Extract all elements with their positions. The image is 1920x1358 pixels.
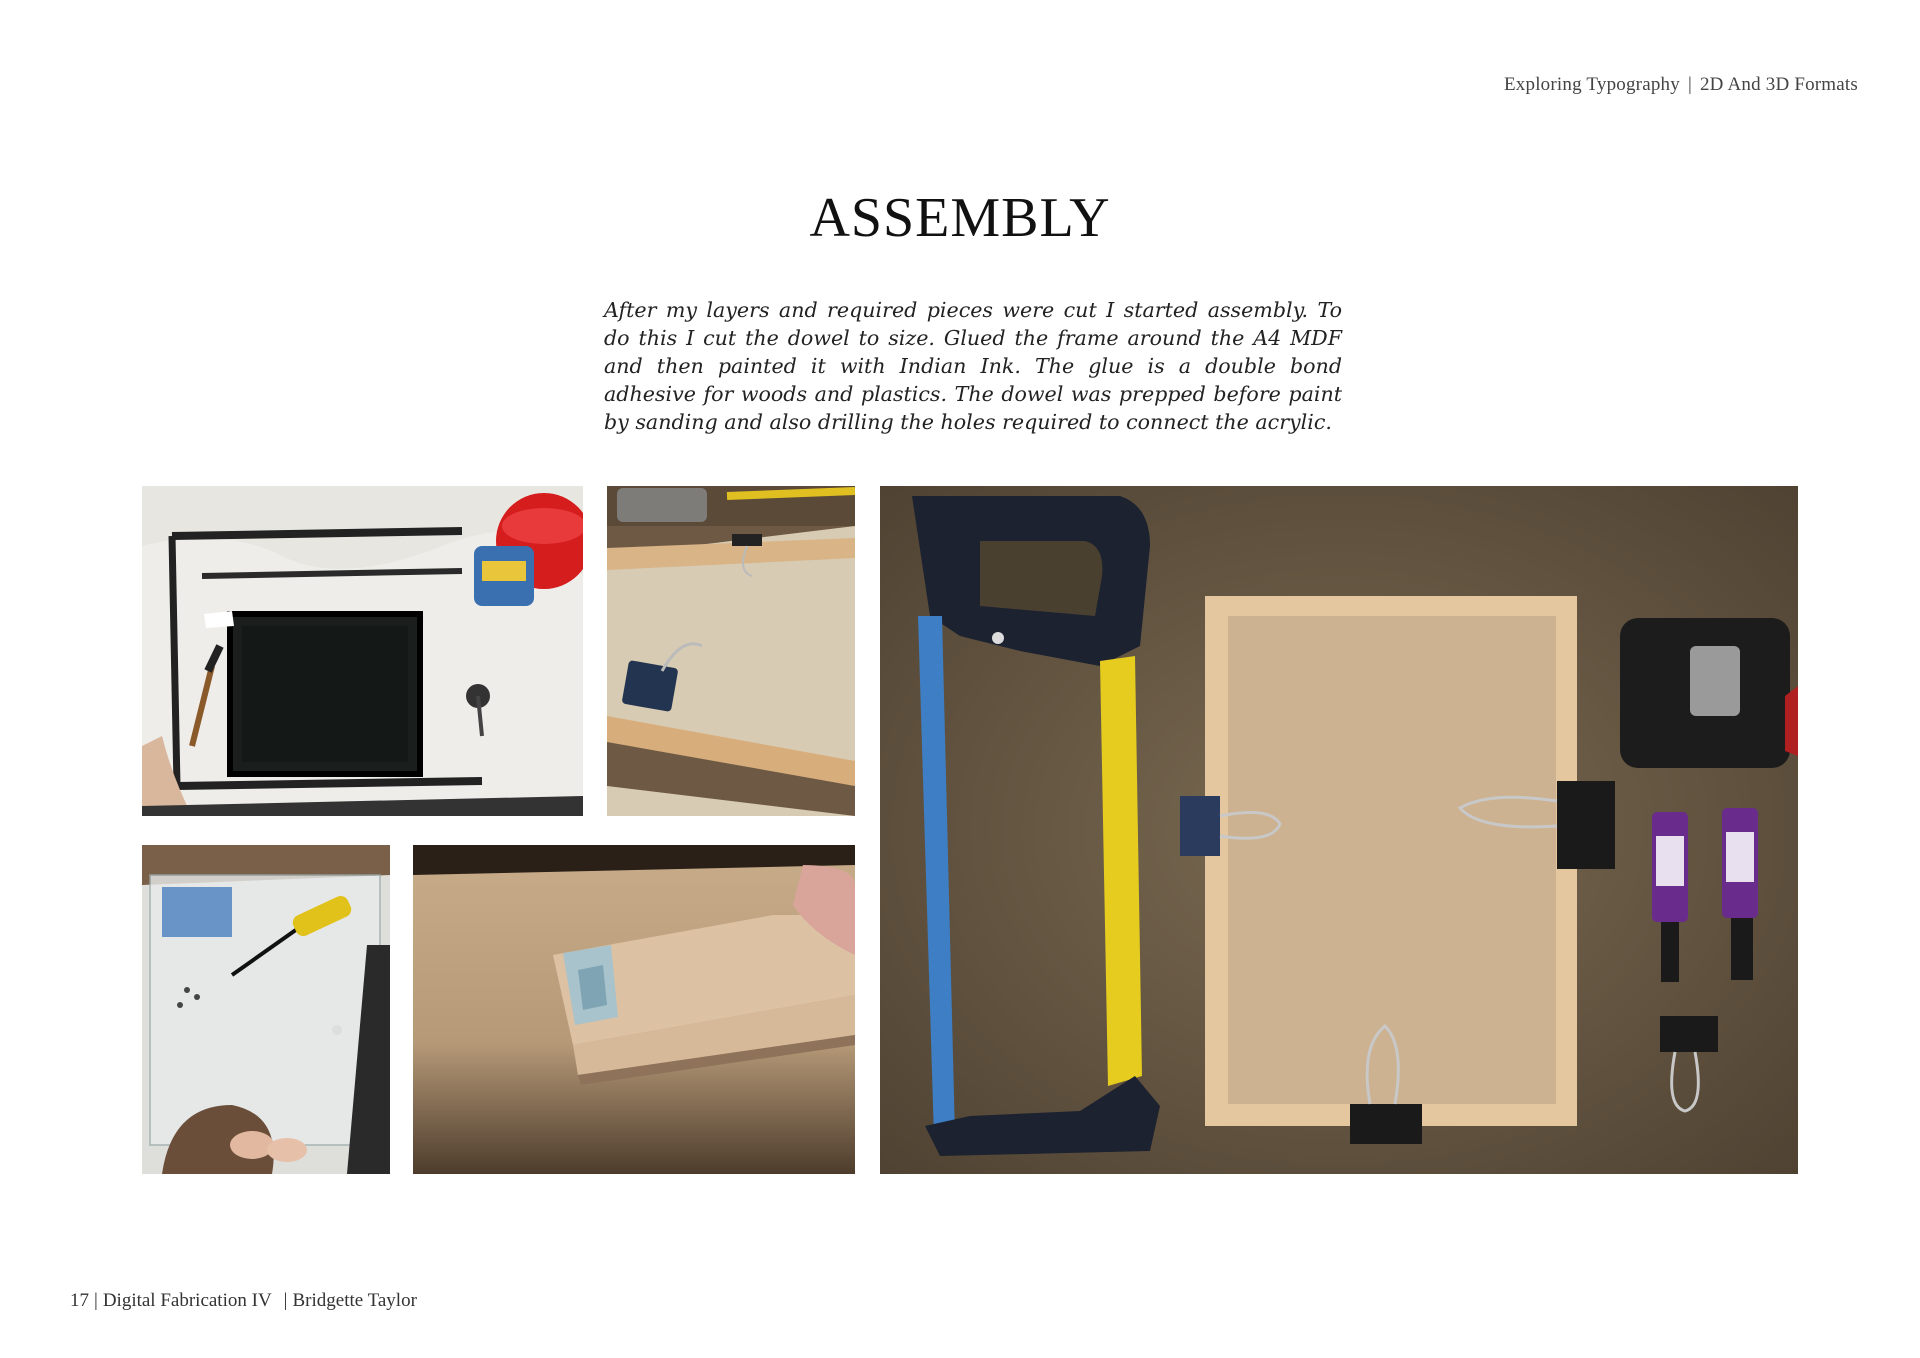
footer-course: Digital Fabrication IV (102, 1290, 272, 1311)
acrylic-screwing-photo (142, 845, 390, 1174)
header-section: Exploring Typography (1504, 74, 1680, 95)
header-subsection: 2D And 3D Formats (1699, 74, 1858, 95)
painting-frame-photo (142, 486, 583, 816)
running-header (1504, 74, 1858, 96)
page-title: ASSEMBLY (809, 187, 1111, 249)
header-separator: | (1687, 74, 1692, 95)
tools-and-frame-layout-photo (880, 486, 1798, 1174)
body-paragraph: After my layers and required pieces were cut I started assembly. To do this I cut the dowel to size. Glued the frame around the A4 MDF and then painted it with Indian Ink. The glue is a double bond adhesive for woods and plastics. The dowel was prepped before paint by sanding and also drilling the holes required to connect the acrylic. (604, 298, 1342, 434)
clamped-frame-photo (607, 486, 855, 816)
footer-separator: | (94, 1290, 98, 1311)
footer-author: Bridgette Taylor (292, 1290, 417, 1311)
page-footer (70, 1290, 417, 1312)
footer-separator-2: | (283, 1290, 288, 1311)
page-number: 17 (70, 1290, 89, 1311)
frame-corner-closeup-photo (413, 845, 855, 1174)
